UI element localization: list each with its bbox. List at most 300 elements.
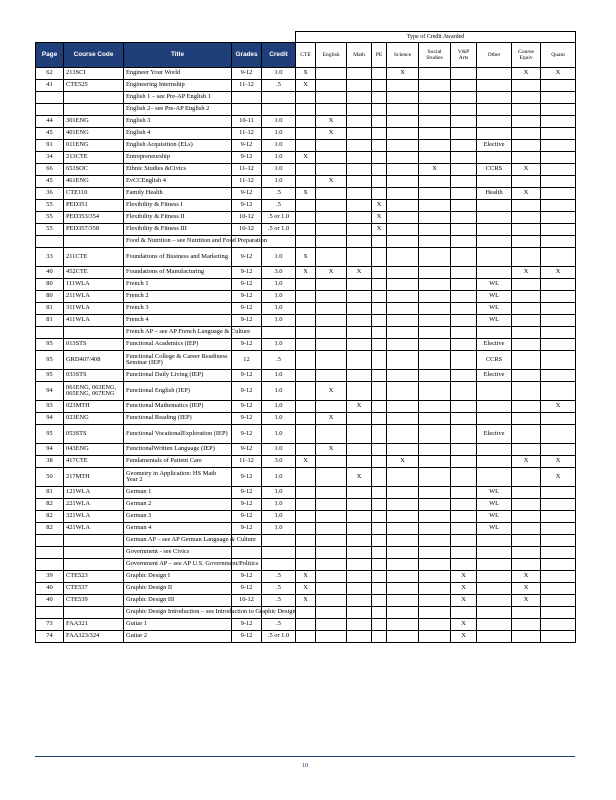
cell-quant bbox=[541, 236, 576, 248]
cell-english bbox=[316, 303, 347, 315]
cell-math bbox=[347, 535, 372, 547]
cell-science bbox=[387, 487, 419, 499]
cell-vp-arts bbox=[451, 547, 477, 559]
cell-course-equiv bbox=[512, 339, 541, 351]
cell-page: 81 bbox=[36, 303, 64, 315]
table-row bbox=[36, 370, 576, 382]
cell-english: X bbox=[316, 267, 347, 279]
cell-vp-arts bbox=[451, 351, 477, 370]
cell-cte bbox=[296, 291, 316, 303]
cell-credit: 1.0 bbox=[262, 248, 296, 267]
cell-quant bbox=[541, 116, 576, 128]
cell-cte bbox=[296, 499, 316, 511]
cell-course-code: 211WLA bbox=[64, 291, 124, 303]
cell-social-studies bbox=[419, 631, 451, 643]
cell-grades: 11-12 bbox=[232, 80, 262, 92]
header-grades: Grades bbox=[232, 43, 262, 68]
cell-cte bbox=[296, 619, 316, 631]
cell-page bbox=[36, 559, 64, 571]
cell-credit: 1.0 bbox=[262, 425, 296, 444]
cell-quant: X bbox=[541, 456, 576, 468]
cell-course-code: 213CTE bbox=[64, 152, 124, 164]
cell-grades: 9-12 bbox=[232, 291, 262, 303]
cell-social-studies bbox=[419, 382, 451, 401]
cell-social-studies bbox=[419, 128, 451, 140]
cell-credit bbox=[262, 327, 296, 339]
cell-credit: 1.0 bbox=[262, 444, 296, 456]
cell-english bbox=[316, 571, 347, 583]
cell-quant bbox=[541, 164, 576, 176]
cell-vp-arts bbox=[451, 413, 477, 425]
cell-vp-arts bbox=[451, 104, 477, 116]
cell-grades: 9-12 bbox=[232, 413, 262, 425]
cell-page: 40 bbox=[36, 595, 64, 607]
cell-cte: X bbox=[296, 583, 316, 595]
cell-course-equiv bbox=[512, 248, 541, 267]
cell-credit: .5 or 1.0 bbox=[262, 631, 296, 643]
cell-english bbox=[316, 370, 347, 382]
cell-cte bbox=[296, 104, 316, 116]
cell-title: English 3 bbox=[124, 116, 232, 128]
cell-math bbox=[347, 200, 372, 212]
cell-pe bbox=[372, 92, 387, 104]
cell-title: French 4 bbox=[124, 315, 232, 327]
cell-social-studies bbox=[419, 468, 451, 487]
cell-english bbox=[316, 499, 347, 511]
cell-page: 45 bbox=[36, 128, 64, 140]
cell-other bbox=[477, 200, 512, 212]
cell-course-code: 452CTE bbox=[64, 267, 124, 279]
table-row bbox=[36, 327, 576, 339]
header-other: Other bbox=[477, 43, 512, 68]
cell-quant: X bbox=[541, 68, 576, 80]
cell-vp-arts: X bbox=[451, 571, 477, 583]
cell-social-studies bbox=[419, 535, 451, 547]
header-science: Science bbox=[387, 43, 419, 68]
cell-cte bbox=[296, 382, 316, 401]
cell-other: Elective bbox=[477, 425, 512, 444]
cell-math bbox=[347, 511, 372, 523]
cell-course-equiv bbox=[512, 327, 541, 339]
header-course-equiv: Course Equiv bbox=[512, 43, 541, 68]
cell-pe bbox=[372, 370, 387, 382]
cell-quant bbox=[541, 176, 576, 188]
cell-course-code: 401ENG bbox=[64, 128, 124, 140]
cell-vp-arts bbox=[451, 607, 477, 619]
table-row bbox=[36, 499, 576, 511]
cell-course-code: 023MTH bbox=[64, 401, 124, 413]
cell-science bbox=[387, 559, 419, 571]
cell-vp-arts: X bbox=[451, 631, 477, 643]
cell-quant bbox=[541, 152, 576, 164]
cell-pe bbox=[372, 104, 387, 116]
header-math: Math bbox=[347, 43, 372, 68]
cell-math bbox=[347, 619, 372, 631]
cell-vp-arts bbox=[451, 523, 477, 535]
header-course-code: Course Code bbox=[64, 43, 124, 68]
cell-pe bbox=[372, 571, 387, 583]
cell-grades: 9-12 bbox=[232, 248, 262, 267]
table-row bbox=[36, 200, 576, 212]
cell-quant bbox=[541, 487, 576, 499]
cell-credit: 1.0 bbox=[262, 176, 296, 188]
cell-credit bbox=[262, 559, 296, 571]
cell-page: 62 bbox=[36, 68, 64, 80]
cell-credit bbox=[262, 92, 296, 104]
cell-pe bbox=[372, 188, 387, 200]
cell-cte bbox=[296, 547, 316, 559]
cell-quant bbox=[541, 291, 576, 303]
table-row bbox=[36, 511, 576, 523]
cell-vp-arts bbox=[451, 468, 477, 487]
cell-social-studies bbox=[419, 583, 451, 595]
cell-vp-arts bbox=[451, 140, 477, 152]
cell-social-studies: X bbox=[419, 164, 451, 176]
cell-social-studies bbox=[419, 152, 451, 164]
table-row bbox=[36, 140, 576, 152]
cell-math bbox=[347, 487, 372, 499]
cell-vp-arts bbox=[451, 92, 477, 104]
cell-course-code: CTE523 bbox=[64, 571, 124, 583]
cell-english bbox=[316, 511, 347, 523]
cell-cte: X bbox=[296, 456, 316, 468]
cell-social-studies bbox=[419, 444, 451, 456]
cell-social-studies bbox=[419, 619, 451, 631]
cell-course-equiv bbox=[512, 425, 541, 444]
cell-vp-arts bbox=[451, 327, 477, 339]
cell-credit: .5 bbox=[262, 351, 296, 370]
cell-title: Flexibility & Fitness II bbox=[124, 212, 232, 224]
cell-social-studies bbox=[419, 339, 451, 351]
cell-title: Functional English (IEP) bbox=[124, 382, 232, 401]
cell-course-code bbox=[64, 104, 124, 116]
cell-other: WL bbox=[477, 499, 512, 511]
cell-social-studies bbox=[419, 248, 451, 267]
cell-course-equiv bbox=[512, 382, 541, 401]
cell-course-code: 217MTH bbox=[64, 468, 124, 487]
cell-other bbox=[477, 327, 512, 339]
cell-course-code bbox=[64, 92, 124, 104]
cell-science bbox=[387, 188, 419, 200]
cell-pe bbox=[372, 619, 387, 631]
cell-grades: 9-12 bbox=[232, 188, 262, 200]
table-row bbox=[36, 267, 576, 279]
cell-course-equiv bbox=[512, 631, 541, 643]
cell-cte bbox=[296, 631, 316, 643]
table-row bbox=[36, 80, 576, 92]
cell-credit: .5 or 1.0 bbox=[262, 212, 296, 224]
cell-course-equiv bbox=[512, 200, 541, 212]
cell-quant bbox=[541, 619, 576, 631]
cell-quant bbox=[541, 559, 576, 571]
cell-credit: 1.0 bbox=[262, 291, 296, 303]
cell-other bbox=[477, 413, 512, 425]
cell-page: 93 bbox=[36, 401, 64, 413]
cell-course-code: 213SCI bbox=[64, 68, 124, 80]
cell-grades: 9-12 bbox=[232, 499, 262, 511]
cell-social-studies bbox=[419, 92, 451, 104]
cell-english bbox=[316, 188, 347, 200]
cell-cte bbox=[296, 511, 316, 523]
cell-english bbox=[316, 279, 347, 291]
cell-quant: X bbox=[541, 401, 576, 413]
cell-page: 94 bbox=[36, 382, 64, 401]
table-row bbox=[36, 535, 576, 547]
table-row bbox=[36, 401, 576, 413]
cell-course-equiv bbox=[512, 279, 541, 291]
cell-credit: 1.0 bbox=[262, 128, 296, 140]
cell-vp-arts bbox=[451, 291, 477, 303]
cell-vp-arts bbox=[451, 200, 477, 212]
cell-page: 81 bbox=[36, 487, 64, 499]
cell-course-code: FAA321 bbox=[64, 619, 124, 631]
cell-math bbox=[347, 236, 372, 248]
cell-quant bbox=[541, 607, 576, 619]
cell-math bbox=[347, 176, 372, 188]
cell-grades bbox=[232, 547, 262, 559]
cell-math bbox=[347, 559, 372, 571]
cell-science bbox=[387, 382, 419, 401]
cell-title: Engineer Your World bbox=[124, 68, 232, 80]
cell-other: Elective bbox=[477, 370, 512, 382]
cell-quant bbox=[541, 523, 576, 535]
cell-cte: X bbox=[296, 68, 316, 80]
cell-credit: 1.0 bbox=[262, 164, 296, 176]
cell-science bbox=[387, 291, 419, 303]
cell-vp-arts bbox=[451, 176, 477, 188]
cell-pe bbox=[372, 164, 387, 176]
cell-course-code bbox=[64, 559, 124, 571]
cell-vp-arts bbox=[451, 212, 477, 224]
table-row bbox=[36, 248, 576, 267]
cell-other bbox=[477, 116, 512, 128]
cell-grades: 9-12 bbox=[232, 303, 262, 315]
cell-page: 80 bbox=[36, 279, 64, 291]
cell-course-code: CTE525 bbox=[64, 80, 124, 92]
cell-course-equiv: X bbox=[512, 267, 541, 279]
cell-social-studies bbox=[419, 547, 451, 559]
cell-english bbox=[316, 140, 347, 152]
cell-other bbox=[477, 236, 512, 248]
cell-science bbox=[387, 425, 419, 444]
cell-course-equiv: X bbox=[512, 571, 541, 583]
cell-social-studies bbox=[419, 413, 451, 425]
cell-course-code: 653SOC bbox=[64, 164, 124, 176]
table-row bbox=[36, 92, 576, 104]
cell-other bbox=[477, 571, 512, 583]
cell-english bbox=[316, 607, 347, 619]
cell-credit: 1.0 bbox=[262, 339, 296, 351]
cell-title: German 2 bbox=[124, 499, 232, 511]
cell-title: Functional College & Career Readiness Seminar (IEP) bbox=[124, 351, 232, 370]
cell-science bbox=[387, 339, 419, 351]
cell-grades: 10-12 bbox=[232, 224, 262, 236]
cell-quant bbox=[541, 212, 576, 224]
header-title: Title bbox=[124, 43, 232, 68]
cell-title: Family Health bbox=[124, 188, 232, 200]
cell-page: 55 bbox=[36, 224, 64, 236]
cell-pe bbox=[372, 176, 387, 188]
cell-english bbox=[316, 80, 347, 92]
cell-course-code: PED353/354 bbox=[64, 212, 124, 224]
cell-english bbox=[316, 291, 347, 303]
cell-course-equiv bbox=[512, 80, 541, 92]
cell-social-studies bbox=[419, 487, 451, 499]
cell-credit: 1.0 bbox=[262, 68, 296, 80]
cell-pe bbox=[372, 327, 387, 339]
cell-other bbox=[477, 212, 512, 224]
cell-course-code: 013STS bbox=[64, 339, 124, 351]
cell-course-code: 061ENG, 063ENG, 065ENG, 067ENG bbox=[64, 382, 124, 401]
table-row bbox=[36, 224, 576, 236]
cell-grades: 9-12 bbox=[232, 571, 262, 583]
cell-other bbox=[477, 619, 512, 631]
cell-pe bbox=[372, 547, 387, 559]
cell-course-equiv bbox=[512, 413, 541, 425]
cell-english: X bbox=[316, 444, 347, 456]
cell-science bbox=[387, 327, 419, 339]
cell-math bbox=[347, 224, 372, 236]
cell-pe bbox=[372, 487, 387, 499]
cell-course-code: 311WLA bbox=[64, 303, 124, 315]
cell-other bbox=[477, 547, 512, 559]
cell-course-code: 011ENG bbox=[64, 140, 124, 152]
cell-english bbox=[316, 339, 347, 351]
cell-title: Guitar 1 bbox=[124, 619, 232, 631]
cell-math bbox=[347, 188, 372, 200]
cell-science: X bbox=[387, 456, 419, 468]
cell-course-code: 321WLA bbox=[64, 511, 124, 523]
cell-cte bbox=[296, 128, 316, 140]
cell-course-code: 121WLA bbox=[64, 487, 124, 499]
cell-vp-arts bbox=[451, 236, 477, 248]
cell-quant bbox=[541, 583, 576, 595]
cell-credit: 3.0 bbox=[262, 456, 296, 468]
cell-page: 94 bbox=[36, 413, 64, 425]
cell-english bbox=[316, 68, 347, 80]
cell-grades: 9-12 bbox=[232, 339, 262, 351]
cell-course-equiv bbox=[512, 401, 541, 413]
cell-pe bbox=[372, 382, 387, 401]
cell-other: WL bbox=[477, 279, 512, 291]
cell-quant bbox=[541, 571, 576, 583]
cell-pe bbox=[372, 595, 387, 607]
cell-math bbox=[347, 413, 372, 425]
cell-english bbox=[316, 92, 347, 104]
cell-science bbox=[387, 164, 419, 176]
cell-course-code bbox=[64, 236, 124, 248]
cell-cte bbox=[296, 279, 316, 291]
cell-science bbox=[387, 116, 419, 128]
cell-social-studies bbox=[419, 303, 451, 315]
cell-grades: 12 bbox=[232, 351, 262, 370]
cell-course-equiv bbox=[512, 351, 541, 370]
cell-social-studies bbox=[419, 68, 451, 80]
cell-english: X bbox=[316, 382, 347, 401]
cell-course-code: 411WLA bbox=[64, 315, 124, 327]
cell-pe bbox=[372, 248, 387, 267]
cell-quant bbox=[541, 80, 576, 92]
cell-social-studies bbox=[419, 559, 451, 571]
cell-english: X bbox=[316, 413, 347, 425]
cell-other: Elective bbox=[477, 339, 512, 351]
cell-credit: 1.0 bbox=[262, 315, 296, 327]
cell-math bbox=[347, 339, 372, 351]
cell-course-code: 461ENG bbox=[64, 176, 124, 188]
cell-social-studies bbox=[419, 499, 451, 511]
cell-pe bbox=[372, 80, 387, 92]
cell-social-studies bbox=[419, 511, 451, 523]
cell-cte bbox=[296, 303, 316, 315]
table-row bbox=[36, 559, 576, 571]
cell-english bbox=[316, 104, 347, 116]
cell-credit: .5 bbox=[262, 619, 296, 631]
cell-pe bbox=[372, 236, 387, 248]
cell-science bbox=[387, 511, 419, 523]
cell-quant bbox=[541, 104, 576, 116]
cell-credit: 1.0 bbox=[262, 523, 296, 535]
cell-title: German 1 bbox=[124, 487, 232, 499]
cell-course-equiv bbox=[512, 499, 541, 511]
cell-course-equiv: X bbox=[512, 188, 541, 200]
cell-science bbox=[387, 619, 419, 631]
cell-pe bbox=[372, 267, 387, 279]
cell-title: EvCCEnglish 4 bbox=[124, 176, 232, 188]
cell-credit: 1.0 bbox=[262, 413, 296, 425]
cell-grades: 11-12 bbox=[232, 164, 262, 176]
cell-course-equiv bbox=[512, 224, 541, 236]
cell-vp-arts bbox=[451, 248, 477, 267]
cell-title: Guitar 2 bbox=[124, 631, 232, 643]
cell-course-equiv bbox=[512, 487, 541, 499]
table-row bbox=[36, 487, 576, 499]
cell-science bbox=[387, 152, 419, 164]
cell-pe bbox=[372, 140, 387, 152]
cell-credit: .5 bbox=[262, 80, 296, 92]
cell-grades: 9-12 bbox=[232, 468, 262, 487]
cell-other bbox=[477, 92, 512, 104]
table-row bbox=[36, 583, 576, 595]
cell-course-equiv bbox=[512, 140, 541, 152]
cell-credit bbox=[262, 547, 296, 559]
cell-course-code: 211CTE bbox=[64, 248, 124, 267]
cell-math bbox=[347, 382, 372, 401]
cell-course-equiv: X bbox=[512, 456, 541, 468]
cell-pe bbox=[372, 339, 387, 351]
cell-course-equiv bbox=[512, 303, 541, 315]
cell-math bbox=[347, 80, 372, 92]
cell-quant bbox=[541, 499, 576, 511]
table-row bbox=[36, 351, 576, 370]
cell-vp-arts: X bbox=[451, 595, 477, 607]
cell-page bbox=[36, 92, 64, 104]
cell-vp-arts bbox=[451, 279, 477, 291]
cell-title: Functional Academics (IEP) bbox=[124, 339, 232, 351]
cell-social-studies bbox=[419, 80, 451, 92]
cell-math bbox=[347, 303, 372, 315]
cell-english: X bbox=[316, 128, 347, 140]
cell-math bbox=[347, 583, 372, 595]
cell-grades: 9-12 bbox=[232, 200, 262, 212]
cell-social-studies bbox=[419, 224, 451, 236]
cell-cte bbox=[296, 425, 316, 444]
cell-quant bbox=[541, 140, 576, 152]
cell-title: Government AP – see AP U.S. Government/Politics bbox=[124, 559, 232, 571]
page-footer bbox=[35, 756, 575, 767]
cell-cte bbox=[296, 315, 316, 327]
cell-science bbox=[387, 370, 419, 382]
cell-credit: 1.0 bbox=[262, 116, 296, 128]
